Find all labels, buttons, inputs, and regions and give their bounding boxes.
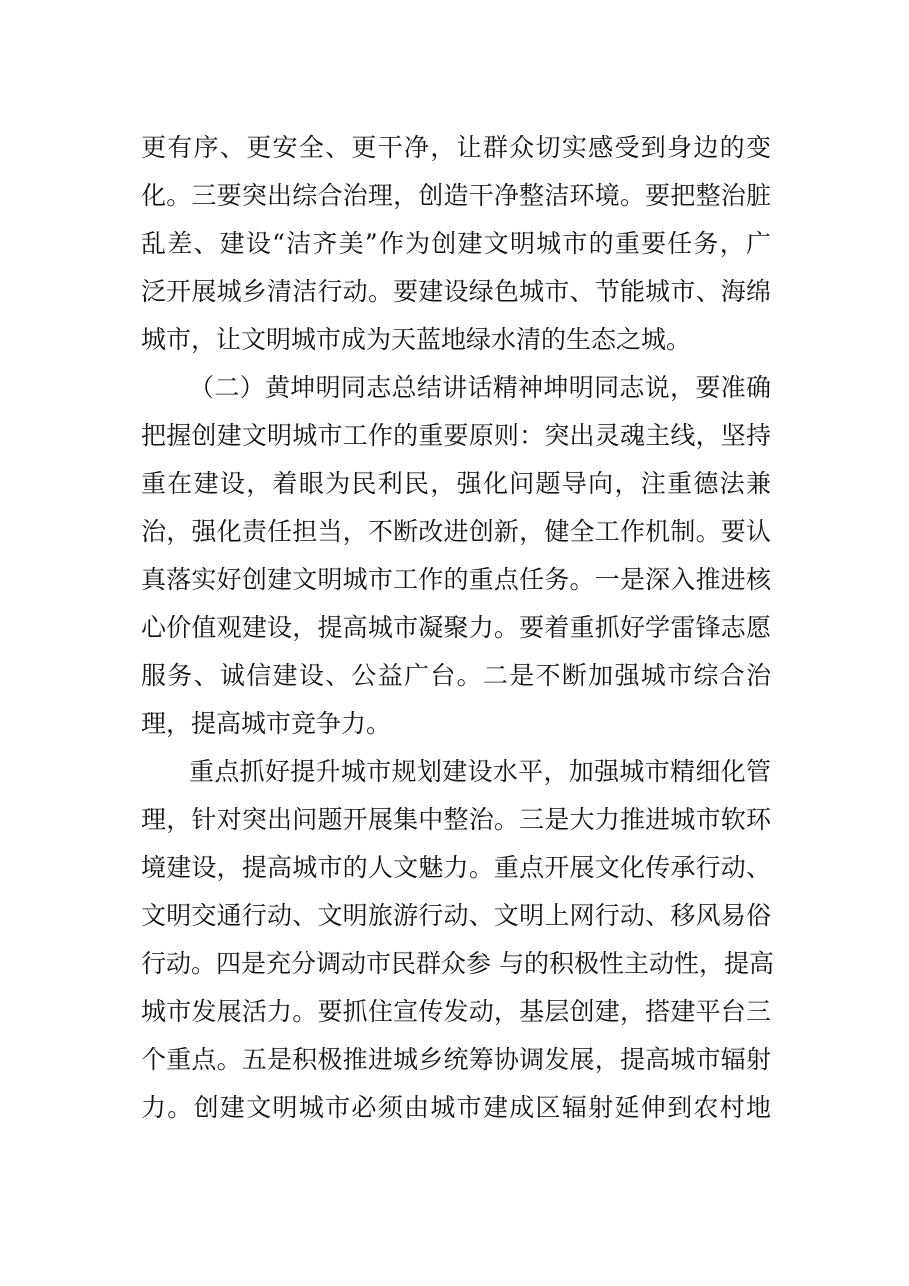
text-line: 重在建设，着眼为民利民，强化问题导向，注重德法兼 <box>141 469 771 498</box>
text-line: 化。三要突出综合治理，创造干净整洁环境。要把整治脏 <box>141 181 771 210</box>
text-line: 真落实好创建文明城市工作的重点任务。一是深入推进核 <box>141 565 771 594</box>
text-line: 理，提高城市竞争力。 <box>141 709 392 738</box>
text-line: 把握创建文明城市工作的重要原则：突出灵魂主线，坚持 <box>141 421 771 450</box>
text-line: 城市，让文明城市成为天蓝地绿水清的生态之城。 <box>141 325 692 354</box>
text-line: 更有序、更安全、更干净，让群众切实感受到身边的变 <box>141 133 771 162</box>
paragraph-1 <box>141 124 771 364</box>
text-line: 力。创建文明城市必须由城市建成区辐射延伸到农村地 <box>141 1093 771 1122</box>
document-body <box>141 124 774 1132</box>
text-line: 行动。四是充分调动市民群众参 与的积极性主动性，提高 <box>141 949 774 978</box>
text-line: 境建设，提高城市的人文魅力。重点开展文化传承行动、 <box>141 853 771 882</box>
text-line: （二）黄坤明同志总结讲话精神坤明同志说，要准确 <box>189 373 771 402</box>
paragraph-3 <box>141 748 774 1132</box>
text-line: 理，针对突出问题开展集中整治。三是大力推进城市软环 <box>141 805 771 834</box>
text-line: 乱差、建设“洁齐美”作为创建文明城市的重要任务，广 <box>141 229 771 258</box>
text-line: 泛开展城乡清洁行动。要建设绿色城市、节能城市、海绵 <box>141 277 771 306</box>
text-line: 城市发展活力。要抓住宣传发动，基层创建，搭建平台三 <box>141 997 771 1026</box>
text-line: 个重点。五是积极推进城乡统筹协调发展，提高城市辐射 <box>141 1045 771 1074</box>
paragraph-2 <box>141 364 771 748</box>
text-line: 治，强化责任担当，不断改进创新，健全工作机制。要认 <box>141 517 771 546</box>
text-line: 服务、诚信建设、公益广台。二是不断加强城市综合治 <box>141 661 771 690</box>
text-line: 重点抓好提升城市规划建设水平，加强城市精细化管 <box>189 757 771 786</box>
text-line: 文明交通行动、文明旅游行动、文明上网行动、移风易俗 <box>141 901 771 930</box>
text-line: 心价值观建设，提高城市凝聚力。要着重抓好学雷锋志愿 <box>141 613 771 642</box>
